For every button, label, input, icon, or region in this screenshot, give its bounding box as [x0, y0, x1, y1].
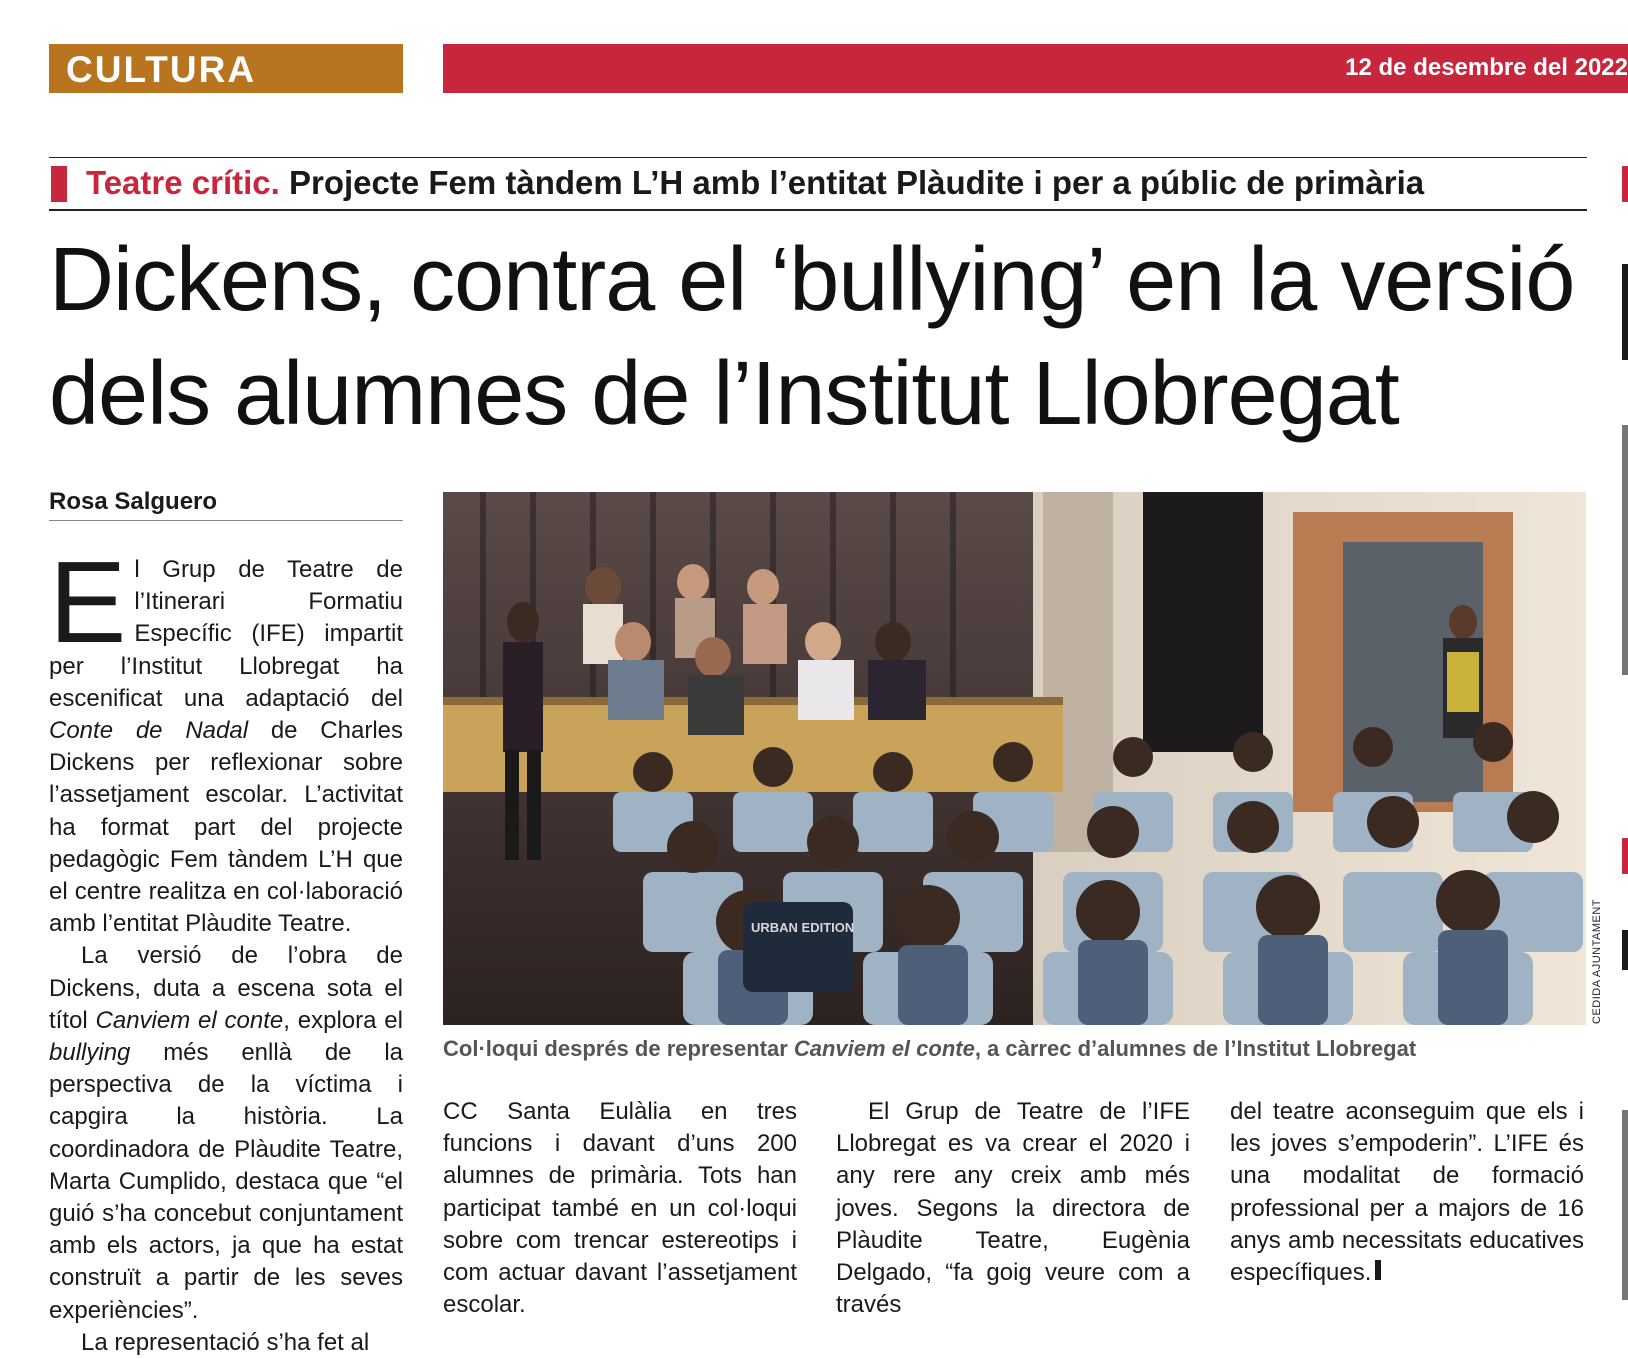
kicker: [86, 164, 1424, 202]
headline-line-1: Dickens, contra el ‘bullying’ en la versió: [49, 230, 1575, 330]
date-bar: [443, 44, 1628, 93]
kicker-marker: [51, 166, 67, 202]
divider: [49, 209, 1587, 211]
body-column-1: [49, 537, 404, 1359]
end-mark: [1375, 1260, 1381, 1280]
caption-text: Col·loqui després de representar: [443, 1036, 794, 1061]
headline-line-2: dels alumnes de l’Institut Llobregat: [49, 344, 1399, 444]
body-column-2: [443, 1096, 797, 1321]
body-text: l Grup de Teatre de l’Itinerari Formatiu Específic (IFE) impartit per l’Institut Llobregat ha escenificat una adaptació del: [49, 556, 403, 712]
body-text: La representació s’ha fet al: [81, 1328, 370, 1356]
adjacent-article-marker: [1622, 838, 1628, 874]
byline: Rosa Salguero: [49, 488, 218, 515]
sweatshirt-print: URBAN EDITION: [751, 920, 855, 935]
theatre-scene-illustration: [443, 492, 1586, 1025]
issue-date: 12 de desembre del 2022: [1345, 54, 1628, 81]
kicker-text: Projecte Fem tàndem L’H amb l’entitat Plàudite i per a públic de primària: [288, 164, 1425, 201]
photo-caption: [443, 1036, 1416, 1062]
divider: [49, 157, 1587, 158]
section-label: [49, 44, 403, 93]
divider: [49, 520, 403, 521]
photo-credit: CEDIDA AJUNTAMENT: [1591, 898, 1603, 1024]
adjacent-article-edge: [1622, 1110, 1628, 1300]
emphasis: bullying: [49, 1039, 131, 1067]
body-column-4: [1230, 1096, 1584, 1289]
caption-title: Canviem el conte: [793, 1036, 975, 1061]
body-text: CC Santa Eulàlia en tres funcions i davant d’uns 200 alumnes de primària. Tots han participat també en un col·loqui sobre com trencar estereotips i com actuar davant l’assetjament escolar.: [443, 1098, 797, 1319]
adjacent-article-edge: [1622, 930, 1628, 970]
body-text: del teatre aconseguim que els i les joves s’empoderin”. L’IFE és una modalitat de formació professional per a majors de 16 anys amb necessitats educatives específiques.: [1230, 1098, 1584, 1287]
body-text: El Grup de Teatre de l’IFE Llobregat es va crear el 2020 i any rere any creix amb més joves. Segons la directora de Plàudite Teatre, Eugènia Delgado, “fa goig veure com a través: [836, 1098, 1190, 1319]
section-title: CULTURA: [66, 49, 257, 90]
next-article-marker: [1622, 166, 1628, 202]
work-title: Canviem el conte: [95, 1006, 284, 1034]
headline: [49, 223, 1609, 451]
body-text: de Charles Dickens per reflexionar sobre l’assetjament escolar. L’activitat ha format part del projecte pedagògic Fem tàndem L’H que el centre realitza en col·laboració amb l’entitat Plàudite Teatre.: [49, 717, 404, 938]
kicker-highlight: Teatre crític.: [86, 164, 280, 201]
body-text: , explora el: [283, 1006, 403, 1034]
caption-text: , a càrrec d’alumnes de l’Institut Llobregat: [974, 1036, 1417, 1061]
drop-cap: E: [49, 537, 127, 667]
adjacent-article-edge: [1622, 425, 1628, 675]
body-text: més enllà de la perspectiva de la víctima i capgira la història. La coordinadora de Plàudite Teatre, Marta Cumplido, destaca que “el guió s’ha concebut conjuntament amb els actors, ja que ha estat construït a partir de les seves experiències”.: [49, 1039, 403, 1324]
body-text: La versió de l’obra de Dickens, duta a escena sota el títol: [49, 942, 403, 1034]
adjacent-article-edge: [1622, 264, 1628, 360]
body-column-3: [836, 1096, 1190, 1321]
work-title: Conte de Nadal: [49, 717, 249, 745]
article-photo: [443, 492, 1586, 1025]
